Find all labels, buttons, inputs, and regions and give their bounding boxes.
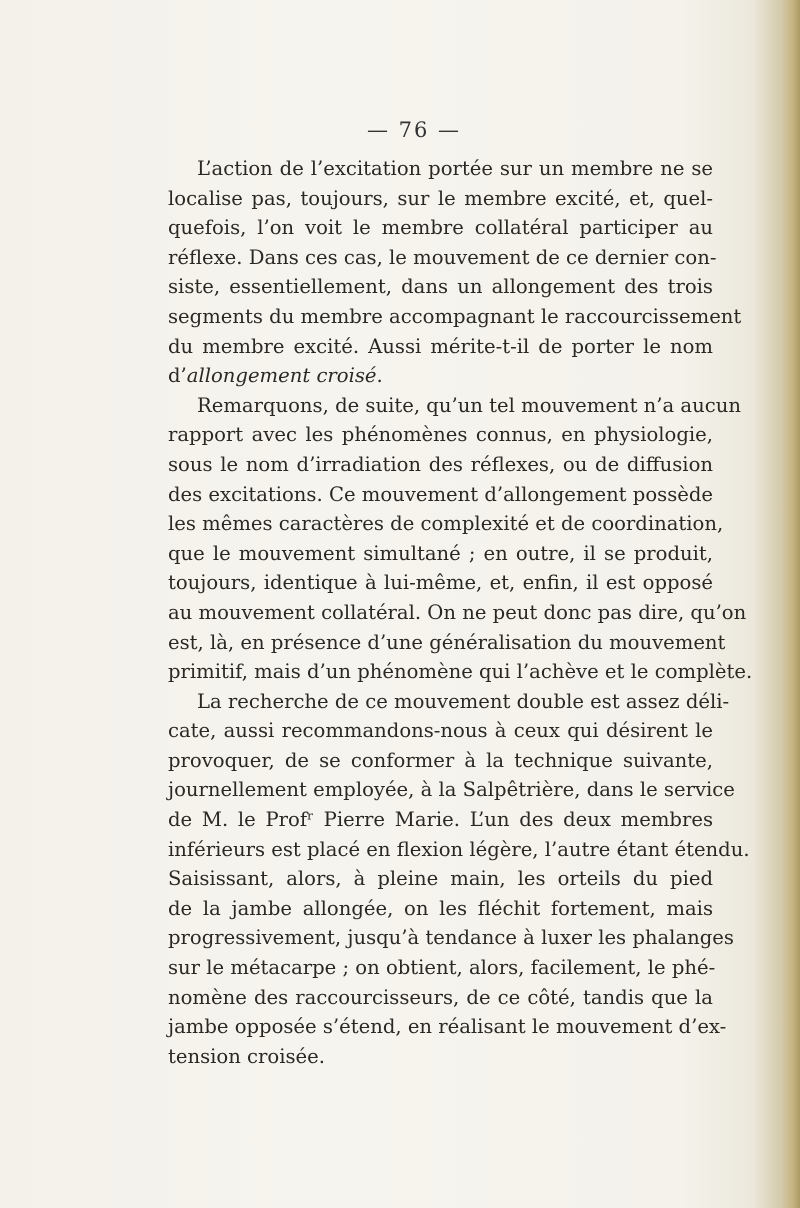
text-line: des excitations. Ce mouvement d’allongement possède (168, 482, 713, 506)
text-line: La recherche de ce mouvement double est assez déli- (197, 689, 730, 713)
text-line: nomène des raccourcisseurs, de ce côté, tandis que la (168, 985, 713, 1009)
text-line (168, 361, 713, 391)
text-line: réflexe. Dans ces cas, le mouvement de ce dernier con- (168, 245, 717, 269)
text-line: siste, essentiellement, dans un allongement des trois (168, 275, 713, 299)
text-line: inférieurs est placé en flexion légère, l’autre étant étendu. (168, 837, 750, 861)
text-line: provoquer, de se conformer à la technique suivante, (168, 748, 713, 772)
text-line: sous le nom d’irradiation des réflexes, ou de diffusion (168, 452, 713, 476)
text-line: localise pas, toujours, sur le membre excité, et, quel- (168, 186, 713, 210)
text-line: L’action de l’excitation portée sur un membre ne se (197, 157, 713, 180)
text-fragment: . (376, 364, 383, 388)
text-line: jambe opposée s’étend, en réalisant le mouvement d’ex- (168, 1015, 727, 1039)
body-text (168, 154, 753, 1071)
text-line: au mouvement collatéral. On ne peut donc pas dire, qu’on (168, 600, 747, 624)
text-line: quefois, l’on voit le membre collatéral participer au (168, 216, 713, 240)
text-line: du membre excité. Aussi mérite-t-il de porter le nom (168, 334, 713, 358)
text-line: que le mouvement simultané ; en outre, il se produit, (168, 541, 713, 565)
text-line: journellement employée, à la Salpêtrière, dans le service (168, 778, 735, 802)
text-fragment: d’ (168, 364, 187, 388)
text-line: rapport avec les phénomènes connus, en physiologie, (168, 423, 713, 447)
text-line: de M. le Profʳ Pierre Marie. L’un des deux membres (168, 808, 713, 832)
text-line: segments du membre accompagnant le raccourcissement (168, 304, 742, 328)
text-line: les mêmes caractères de complexité et de coordination, (168, 512, 724, 536)
text-line: progressivement, jusqu’à tendance à luxer les phalanges (168, 926, 734, 950)
text-line: sur le métacarpe ; on obtient, alors, facilement, le phé- (168, 956, 716, 980)
text-line: cate, aussi recommandons-nous à ceux qui désirent le (168, 719, 713, 743)
text-line: tension croisée. (168, 1044, 325, 1068)
text-line: toujours, identique à lui-même, et, enfin, il est opposé (168, 571, 713, 595)
page-edge-shadow (782, 0, 800, 1208)
text-line: primitif, mais d’un phénomène qui l’achève et le complète. (168, 660, 753, 684)
text-line: de la jambe allongée, on les fléchit fortement, mais (168, 896, 713, 920)
page-number: — 76 — (366, 118, 462, 142)
text-line: Remarquons, de suite, qu’un tel mouvement n’a aucun (197, 393, 741, 417)
text-line: est, là, en présence d’une généralisation du mouvement (168, 630, 726, 654)
italic-term: allongement croisé (186, 364, 377, 388)
text-line: Saisissant, alors, à pleine main, les orteils du pied (168, 867, 713, 891)
